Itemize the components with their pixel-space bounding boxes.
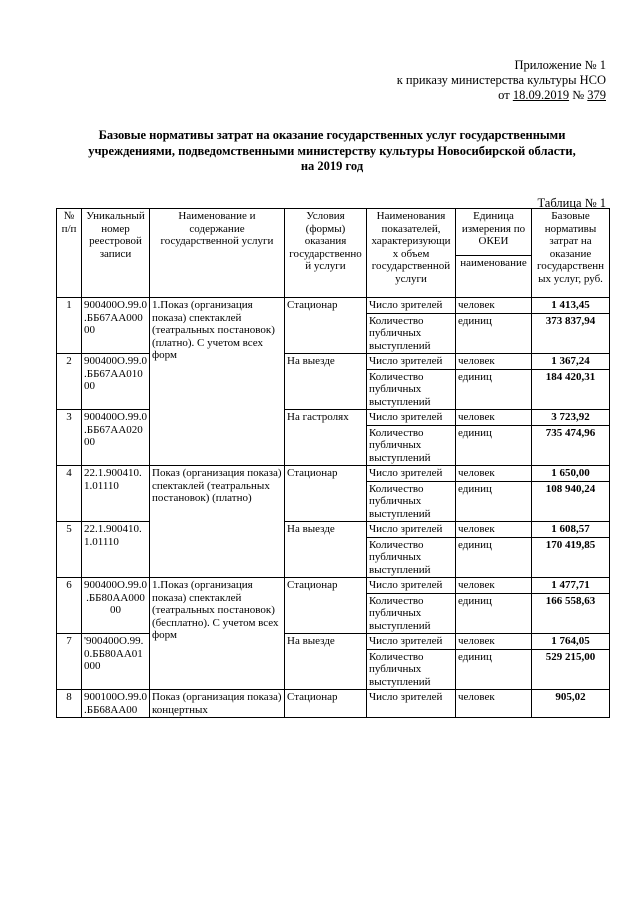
indicator-name: Количество публичных выступлений bbox=[367, 313, 456, 354]
unit-name: человек bbox=[456, 578, 532, 594]
indicator-name: Количество публичных выступлений bbox=[367, 649, 456, 690]
unit-name: единиц bbox=[456, 537, 532, 578]
unit-name: человек bbox=[456, 690, 532, 718]
unit-name: единиц bbox=[456, 425, 532, 466]
indicator-name: Число зрителей bbox=[367, 410, 456, 426]
norm-value: 3 723,92 bbox=[532, 410, 610, 426]
service-condition: Стационар bbox=[285, 690, 367, 718]
unit-name: единиц bbox=[456, 593, 532, 634]
col-header-reg: Уникальный номер реестровой записи bbox=[82, 209, 150, 298]
service-condition: Стационар bbox=[285, 466, 367, 522]
norm-value: 1 367,24 bbox=[532, 354, 610, 370]
service-condition: На гастролях bbox=[285, 410, 367, 466]
row-number: 7 bbox=[57, 634, 82, 690]
table-row bbox=[57, 690, 610, 718]
service-name: Показ (организация показа) спектаклей (театральных постановок) (платно) bbox=[150, 466, 285, 578]
indicator-name: Количество публичных выступлений bbox=[367, 481, 456, 522]
norm-value: 170 419,85 bbox=[532, 537, 610, 578]
table-number: Таблица № 1 bbox=[537, 196, 606, 210]
service-condition: На выезде bbox=[285, 354, 367, 410]
col-header-name: Наименование и содержание государственной услуги bbox=[150, 209, 285, 298]
indicator-name: Число зрителей bbox=[367, 578, 456, 594]
row-number: 2 bbox=[57, 354, 82, 410]
norm-value: 1 413,45 bbox=[532, 298, 610, 314]
col-header-base: Базовые нормативы затрат на оказание государственных услуг, руб. bbox=[532, 209, 610, 298]
unit-name: единиц bbox=[456, 369, 532, 410]
row-number: 3 bbox=[57, 410, 82, 466]
registry-number: 900400О.99.0.ББ80АА00000 bbox=[82, 578, 150, 634]
norm-value: 1 764,05 bbox=[532, 634, 610, 650]
norm-value: 905,02 bbox=[532, 690, 610, 718]
registry-number: 22.1.900410.1.01110 bbox=[82, 522, 150, 578]
norm-value: 373 837,94 bbox=[532, 313, 610, 354]
indicator-name: Количество публичных выступлений bbox=[367, 369, 456, 410]
registry-number: '900400О.99.0.ББ80АА01000 bbox=[82, 634, 150, 690]
norms-table bbox=[56, 208, 610, 718]
col-header-cond: Условия (формы) оказания государственной услуги bbox=[285, 209, 367, 298]
unit-name: единиц bbox=[456, 313, 532, 354]
indicator-name: Число зрителей bbox=[367, 298, 456, 314]
registry-number: 900400О.99.0.ББ67АА01000 bbox=[82, 354, 150, 410]
document-title bbox=[70, 128, 594, 175]
table-row bbox=[57, 410, 610, 426]
table-row bbox=[57, 298, 610, 314]
service-condition: На выезде bbox=[285, 634, 367, 690]
row-number: 4 bbox=[57, 466, 82, 522]
indicator-name: Количество публичных выступлений bbox=[367, 593, 456, 634]
col-header-ind: Наименования показателей, характеризующих объем государственной услуги bbox=[367, 209, 456, 298]
registry-number: 900400О.99.0.ББ67АА02000 bbox=[82, 410, 150, 466]
row-number: 8 bbox=[57, 690, 82, 718]
indicator-name: Количество публичных выступлений bbox=[367, 537, 456, 578]
table-row bbox=[57, 634, 610, 650]
unit-name: человек bbox=[456, 522, 532, 538]
table-header-row bbox=[57, 209, 610, 256]
appendix-line3 bbox=[397, 88, 606, 103]
indicator-name: Число зрителей bbox=[367, 466, 456, 482]
unit-name: человек bbox=[456, 410, 532, 426]
norm-value: 1 608,57 bbox=[532, 522, 610, 538]
appendix-line1: Приложение № 1 bbox=[514, 58, 606, 72]
table-row bbox=[57, 466, 610, 482]
norm-value: 735 474,96 bbox=[532, 425, 610, 466]
title-line1: Базовые нормативы затрат на оказание государственных услуг государственными bbox=[98, 128, 566, 142]
norm-value: 108 940,24 bbox=[532, 481, 610, 522]
order-number: 379 bbox=[587, 88, 606, 102]
table-row bbox=[57, 578, 610, 594]
norm-value: 1 477,71 bbox=[532, 578, 610, 594]
table-row bbox=[57, 522, 610, 538]
service-condition: Стационар bbox=[285, 578, 367, 634]
indicator-name: Число зрителей bbox=[367, 690, 456, 718]
row-number: 1 bbox=[57, 298, 82, 354]
indicator-name: Количество публичных выступлений bbox=[367, 425, 456, 466]
registry-number: 22.1.900410.1.01110 bbox=[82, 466, 150, 522]
row-number: 5 bbox=[57, 522, 82, 578]
norm-value: 184 420,31 bbox=[532, 369, 610, 410]
unit-name: человек bbox=[456, 354, 532, 370]
registry-number: 900100О.99.0.ББ68АА00 bbox=[82, 690, 150, 718]
col-header-num: № п/п bbox=[57, 209, 82, 298]
norm-value: 1 650,00 bbox=[532, 466, 610, 482]
indicator-name: Число зрителей bbox=[367, 634, 456, 650]
appendix-header bbox=[397, 58, 606, 103]
service-condition: Стационар bbox=[285, 298, 367, 354]
service-condition: На выезде bbox=[285, 522, 367, 578]
norm-value: 166 558,63 bbox=[532, 593, 610, 634]
unit-name: человек bbox=[456, 298, 532, 314]
appendix-from: от bbox=[498, 88, 513, 102]
service-name: Показ (организация показа) концертных bbox=[150, 690, 285, 718]
row-number: 6 bbox=[57, 578, 82, 634]
table-row bbox=[57, 354, 610, 370]
title-line2: учреждениями, подведомственными министерству культуры Новосибирской области, bbox=[88, 143, 576, 158]
registry-number: 900400О.99.0.ББ67АА00000 bbox=[82, 298, 150, 354]
unit-name: человек bbox=[456, 466, 532, 482]
unit-name: единиц bbox=[456, 649, 532, 690]
col-header-unit: Единица измерения по ОКЕИ bbox=[456, 209, 532, 256]
col-header-unit-name: наименование bbox=[456, 256, 532, 298]
unit-name: единиц bbox=[456, 481, 532, 522]
number-sign: № bbox=[569, 88, 588, 102]
order-date: 18.09.2019 bbox=[512, 88, 570, 102]
appendix-line2: к приказу министерства культуры НСО bbox=[396, 73, 606, 87]
title-line3: на 2019 год bbox=[300, 159, 364, 173]
service-name: 1.Показ (организация показа) спектаклей (театральных постановок) (платно). С учетом всех форм bbox=[150, 298, 285, 466]
indicator-name: Число зрителей bbox=[367, 354, 456, 370]
service-name: 1.Показ (организация показа) спектаклей (театральных постановок) (бесплатно). С учетом всех форм bbox=[150, 578, 285, 690]
indicator-name: Число зрителей bbox=[367, 522, 456, 538]
unit-name: человек bbox=[456, 634, 532, 650]
norm-value: 529 215,00 bbox=[532, 649, 610, 690]
